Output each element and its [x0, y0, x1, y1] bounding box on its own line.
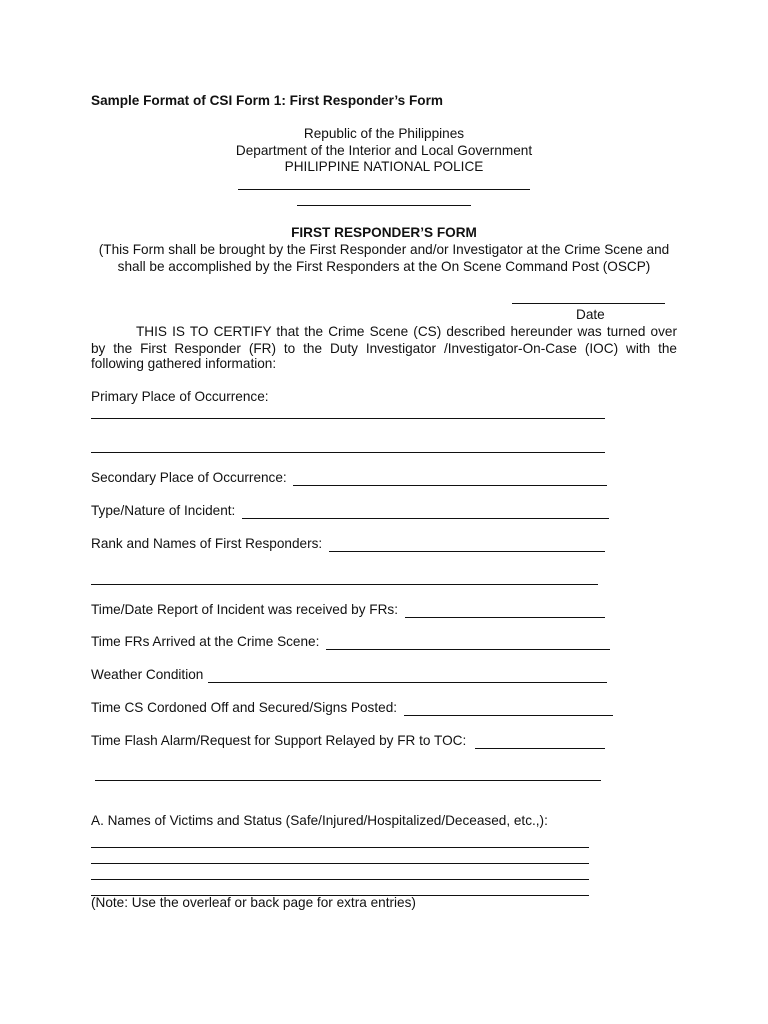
- form-subtitle-line2: shall be accomplished by the First Responders at the On Scene Command Post (OSCP): [117, 259, 651, 274]
- type-nature-line[interactable]: [242, 518, 609, 519]
- primary-place-line-2[interactable]: [91, 452, 605, 453]
- date-line[interactable]: [512, 303, 665, 304]
- rank-names-label: Rank and Names of First Responders:: [91, 536, 323, 551]
- letterhead-republic: Republic of the Philippines: [303, 126, 465, 141]
- section-a-label: A. Names of Victims and Status (Safe/Injured/Hospitalized/Deceased, etc.,):: [91, 813, 548, 828]
- office-line-2[interactable]: [297, 205, 471, 206]
- time-cordoned-label: Time CS Cordoned Off and Secured/Signs Posted:: [91, 700, 398, 715]
- victims-line-3[interactable]: [91, 879, 589, 880]
- time-cordoned-line[interactable]: [404, 715, 613, 716]
- time-flash-label: Time Flash Alarm/Request for Support Relayed by FR to TOC:: [91, 733, 467, 748]
- office-line-1[interactable]: [238, 189, 530, 190]
- time-arrived-line[interactable]: [326, 649, 610, 650]
- letterhead-pnp: PHILIPPINE NATIONAL POLICE: [284, 159, 484, 174]
- secondary-place-line[interactable]: [293, 485, 607, 486]
- primary-place-line-1[interactable]: [91, 418, 605, 419]
- time-arrived-label: Time FRs Arrived at the Crime Scene:: [91, 634, 320, 649]
- date-label: Date: [576, 307, 605, 322]
- rank-names-line-2[interactable]: [91, 584, 598, 585]
- letterhead-department: Department of the Interior and Local Government: [235, 143, 533, 158]
- document-heading: Sample Format of CSI Form 1: First Responder’s Form: [91, 93, 443, 108]
- weather-line[interactable]: [208, 682, 607, 683]
- certify-line1: THIS IS TO CERTIFY that the Crime Scene (CS) described hereunder was turned over: [136, 324, 677, 339]
- time-flash-line-2[interactable]: [95, 780, 601, 781]
- rank-names-line-1[interactable]: [329, 551, 605, 552]
- time-date-report-line[interactable]: [405, 617, 605, 618]
- primary-place-label: Primary Place of Occurrence:: [91, 389, 269, 404]
- victims-line-1[interactable]: [91, 847, 589, 848]
- certify-line3: following gathered information:: [91, 356, 277, 371]
- victims-line-2[interactable]: [91, 863, 589, 864]
- form-title: FIRST RESPONDER’S FORM: [291, 225, 477, 240]
- note-text: (Note: Use the overleaf or back page for extra entries): [91, 895, 416, 910]
- time-flash-line[interactable]: [475, 748, 605, 749]
- type-nature-label: Type/Nature of Incident:: [91, 503, 236, 518]
- form-subtitle-line1: (This Form shall be brought by the First Responder and/or Investigator at the Crime Scene and: [98, 242, 670, 257]
- certify-line2: by the First Responder (FR) to the Duty Investigator /Investigator-On-Case (IOC) with the: [91, 341, 677, 356]
- time-date-report-label: Time/Date Report of Incident was received by FRs:: [91, 602, 398, 617]
- secondary-place-label: Secondary Place of Occurrence:: [91, 470, 287, 485]
- weather-label: Weather Condition: [91, 667, 204, 682]
